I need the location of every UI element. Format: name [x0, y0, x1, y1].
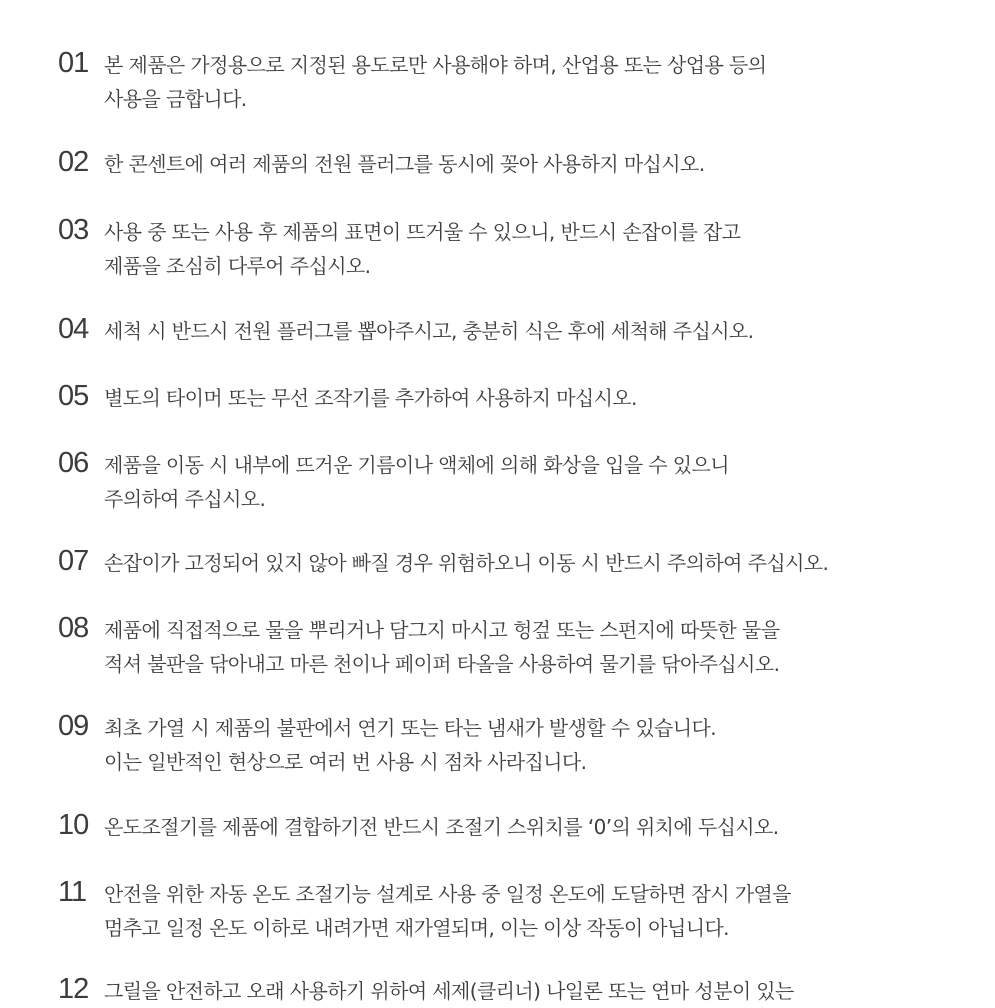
item-number: 09 — [58, 710, 89, 742]
item-text — [104, 877, 958, 945]
item-text-line: 한 콘센트에 여러 제품의 전원 플러그를 동시에 꽂아 사용하지 마십시오. — [104, 152, 705, 176]
item-text-line: 안전을 위한 자동 온도 조절기능 설계로 사용 중 일정 온도에 도달하면 잠시 가열을 — [104, 882, 791, 906]
list-item-06 — [58, 448, 958, 516]
list-item-11 — [58, 877, 958, 945]
item-text — [104, 48, 958, 116]
item-number: 04 — [58, 313, 89, 345]
item-text-line: 본 제품은 가정용으로 지정된 용도로만 사용해야 하며, 산업용 또는 상업용 등의 — [104, 53, 767, 77]
item-number: 01 — [58, 47, 89, 79]
list-item-09 — [58, 711, 958, 779]
item-number: 05 — [58, 380, 89, 412]
item-text — [104, 381, 958, 415]
item-text — [104, 974, 958, 1008]
list-item-02 — [58, 147, 958, 181]
item-number: 03 — [58, 214, 89, 246]
item-number: 08 — [58, 612, 89, 644]
item-text-line: 적셔 불판을 닦아내고 마른 천이나 페이퍼 타올을 사용하여 물기를 닦아주십시오. — [104, 652, 780, 676]
item-number: 10 — [58, 809, 89, 841]
item-text-line: 그릴을 안전하고 오래 사용하기 위하여 세제(클리너) 나일론 또는 연마 성분이 있는 — [104, 979, 794, 1003]
item-number: 02 — [58, 146, 89, 178]
item-number: 06 — [58, 447, 89, 479]
item-text-line: 세척 시 반드시 전원 플러그를 뽑아주시고, 충분히 식은 후에 세척해 주십시오. — [104, 319, 754, 343]
item-text — [104, 448, 958, 516]
list-item-08 — [58, 613, 958, 681]
item-text-line: 제품을 이동 시 내부에 뜨거운 기름이나 액체에 의해 화상을 입을 수 있으니 — [104, 453, 729, 477]
item-text-line: 멈추고 일정 온도 이하로 내려가면 재가열되며, 이는 이상 작동이 아닙니다. — [104, 916, 729, 940]
list-item-10 — [58, 810, 958, 844]
item-text-line: 최초 가열 시 제품의 불판에서 연기 또는 타는 냄새가 발생할 수 있습니다. — [104, 716, 716, 740]
item-text-line: 제품을 조심히 다루어 주십시오. — [104, 254, 371, 278]
item-text-line: 별도의 타이머 또는 무선 조작기를 추가하여 사용하지 마십시오. — [104, 386, 637, 410]
item-text — [104, 314, 958, 348]
list-item-01 — [58, 48, 958, 116]
item-text — [104, 613, 958, 681]
item-text-line: 사용 중 또는 사용 후 제품의 표면이 뜨거울 수 있으니, 반드시 손잡이를 잡고 — [104, 220, 741, 244]
item-number: 07 — [58, 545, 89, 577]
list-item-05 — [58, 381, 958, 415]
item-text — [104, 546, 958, 580]
item-text-line: 손잡이가 고정되어 있지 않아 빠질 경우 위험하오니 이동 시 반드시 주의하여 주십시오. — [104, 551, 829, 575]
item-text — [104, 147, 958, 181]
list-item-04 — [58, 314, 958, 348]
item-text — [104, 810, 958, 844]
item-text — [104, 215, 958, 283]
list-item-03 — [58, 215, 958, 283]
item-text-line: 온도조절기를 제품에 결합하기전 반드시 조절기 스위치를 ‘0’의 위치에 두십시오. — [104, 815, 779, 839]
item-text — [104, 711, 958, 779]
item-number: 11 — [58, 876, 87, 908]
item-text-line: 이는 일반적인 현상으로 여러 번 사용 시 점차 사라집니다. — [104, 750, 587, 774]
list-item-12 — [58, 974, 958, 1008]
item-text-line: 제품에 직접적으로 물을 뿌리거나 담그지 마시고 헝겊 또는 스펀지에 따뜻한 물을 — [104, 618, 780, 642]
item-number: 12 — [58, 973, 89, 1005]
list-item-07 — [58, 546, 958, 580]
item-text-line: 사용을 금합니다. — [104, 87, 247, 111]
item-text-line: 주의하여 주십시오. — [104, 487, 266, 511]
